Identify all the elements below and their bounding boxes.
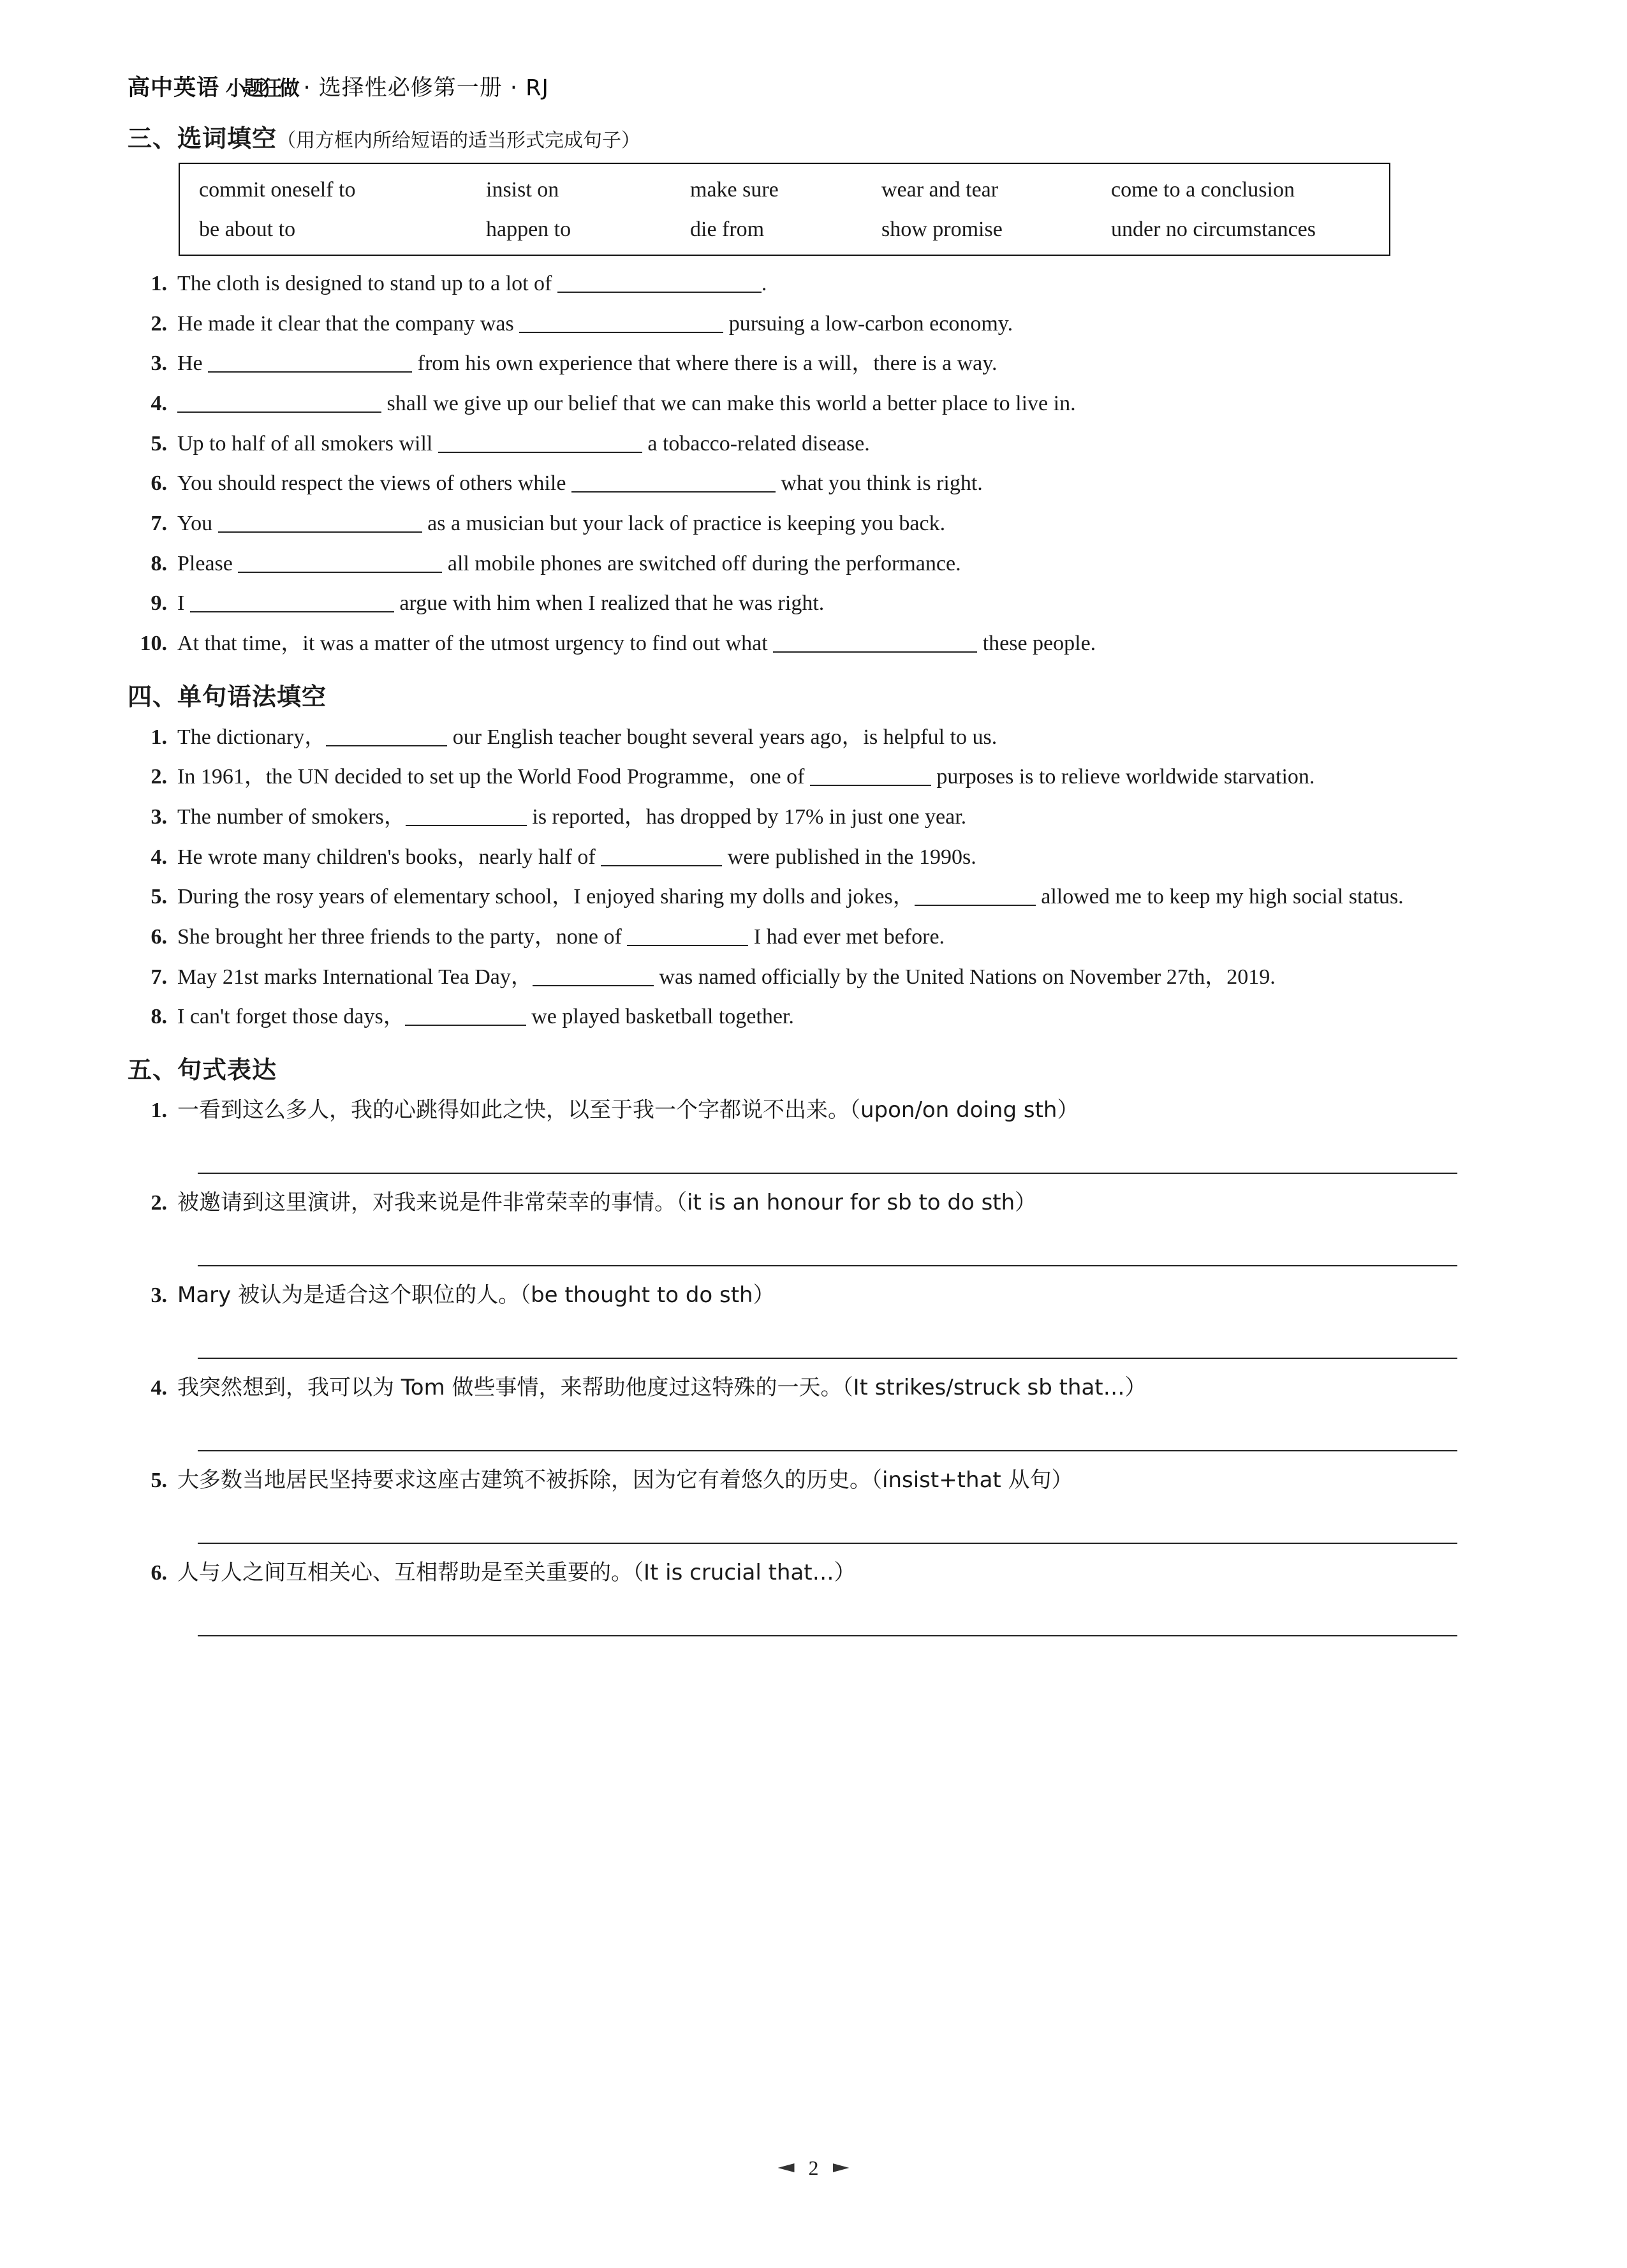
question-body: [177, 760, 1505, 794]
word-bank: [179, 163, 1390, 256]
section-five-heading: [128, 1050, 1505, 1085]
footer-right-marker-icon: [833, 2163, 850, 2172]
question-item: [128, 721, 1505, 754]
question-item: [128, 627, 1505, 660]
question-item: [128, 347, 1505, 380]
section-four-heading: [128, 677, 1505, 712]
question-number: 3.: [151, 805, 167, 829]
answer-blank[interactable]: [438, 433, 642, 453]
header-volume: · 选择性必修第一册 · RJ: [303, 75, 549, 101]
question-number: 7.: [151, 512, 167, 536]
section-five-title: 五、句式表达: [128, 1056, 277, 1085]
question-number: 2.: [151, 765, 167, 789]
question-text-pre: I can't forget those days，: [177, 1005, 405, 1029]
section-four-title: 四、单句语法填空: [128, 682, 327, 711]
question-number: 2.: [151, 1191, 167, 1215]
question-number: 1.: [151, 272, 167, 295]
answer-blank[interactable]: [190, 592, 394, 612]
question-text-post: shall we give up our belief that we can make this world a better place to live in.: [381, 392, 1076, 416]
question-text-post: purposes is to relieve worldwide starvation.: [931, 765, 1315, 789]
question-number: 5.: [151, 431, 167, 456]
header-logo: 小题狂做: [225, 76, 297, 100]
question-body: [177, 308, 1505, 341]
question-text-post: allowed me to keep my high social status.: [1035, 885, 1404, 909]
question-item: [128, 1000, 1505, 1034]
answer-blank[interactable]: [519, 313, 723, 333]
question-body: [177, 387, 1505, 420]
translation-prompt: 大多数当地居民坚持要求这座古建筑不被拆除，因为它有着悠久的历史。（insist+that 从句）: [177, 1467, 1073, 1493]
question-text-pre: In 1961，the UN decided to set up the World Food Programme，one of: [177, 765, 810, 789]
answer-write-line[interactable]: [198, 1599, 1457, 1636]
word-bank-item: under no circumstances: [1111, 218, 1316, 241]
question-number: 4.: [151, 392, 167, 416]
word-bank-item: show promise: [881, 218, 1003, 241]
answer-blank[interactable]: [571, 472, 776, 493]
translation-prompt: Mary 被认为是适合这个职位的人。（be thought to do sth）: [177, 1282, 775, 1308]
question-item: [128, 308, 1505, 341]
question-body: [177, 1000, 1505, 1034]
question-text-pre: You should respect the views of others while: [177, 471, 571, 496]
question-number: 6.: [151, 925, 167, 949]
question-item: [128, 841, 1505, 874]
answer-blank[interactable]: [406, 806, 527, 826]
translation-item: [128, 1187, 1505, 1222]
question-number: 1.: [151, 1099, 167, 1123]
question-text-post: is reported，has dropped by 17% in just one year.: [526, 805, 967, 829]
translation-prompt: 人与人之间互相关心、互相帮助是至关重要的。（It is crucial that…）: [177, 1560, 856, 1586]
question-text-post: as a musician but your lack of practice is keeping you back.: [422, 512, 946, 536]
answer-blank[interactable]: [773, 632, 977, 653]
question-text-pre: The dictionary，: [177, 725, 327, 749]
word-bank-item: die from: [690, 218, 765, 241]
question-text-pre: She brought her three friends to the party，none of: [177, 925, 628, 949]
answer-blank[interactable]: [208, 352, 412, 373]
word-bank-row: [199, 178, 1370, 202]
word-bank-item: insist on: [486, 178, 559, 202]
question-body: [177, 921, 1505, 954]
word-bank-item: make sure: [690, 178, 779, 202]
translation-item: [128, 1279, 1505, 1314]
question-text-pre: I: [177, 591, 190, 616]
question-number: 5.: [151, 1469, 167, 1493]
section-three-questions: [128, 267, 1505, 660]
question-text-post: was named officially by the United Nations on November 27th，2019.: [653, 965, 1276, 989]
question-body: [177, 880, 1505, 914]
answer-blank[interactable]: [601, 846, 722, 866]
question-text-post: .: [761, 272, 767, 295]
answer-blank[interactable]: [627, 926, 748, 946]
question-text-post: from his own experience that where there is a will，there is a way.: [412, 352, 998, 376]
question-text-post: our English teacher bought several years ago，is helpful to us.: [447, 725, 998, 749]
word-bank-item: commit oneself to: [199, 178, 356, 202]
question-item: [128, 547, 1505, 581]
question-body: [177, 587, 1505, 620]
question-body: [177, 841, 1505, 874]
question-body: [177, 547, 1505, 581]
question-item: [128, 760, 1505, 794]
question-text-pre: The number of smokers，: [177, 805, 406, 829]
question-number: 4.: [151, 845, 167, 869]
answer-write-line[interactable]: [198, 1229, 1457, 1266]
question-body: [177, 347, 1505, 380]
page-header: [128, 70, 1505, 102]
translation-prompt: 我突然想到，我可以为 Tom 做些事情，来帮助他度过这特殊的一天。（It strikes/struck sb that…）: [177, 1375, 1147, 1401]
question-text-pre: He: [177, 352, 209, 376]
answer-blank[interactable]: [915, 886, 1036, 906]
answer-blank[interactable]: [238, 552, 442, 573]
answer-write-line[interactable]: [198, 1137, 1457, 1174]
header-subject: 高中英语: [128, 75, 220, 101]
question-text-post: pursuing a low-carbon economy.: [723, 311, 1013, 336]
translation-item: [128, 1094, 1505, 1129]
question-item: [128, 587, 1505, 620]
answer-blank[interactable]: [405, 1005, 526, 1026]
question-text-pre: Please: [177, 551, 239, 575]
answer-write-line[interactable]: [198, 1507, 1457, 1544]
question-body: [177, 267, 1505, 300]
question-item: [128, 801, 1505, 834]
question-number: 6.: [151, 1561, 167, 1585]
question-body: [177, 627, 1505, 660]
page-footer: [0, 2156, 1627, 2180]
translation-prompt: 一看到这么多人，我的心跳得如此之快，以至于我一个字都说不出来。（upon/on doing sth）: [177, 1097, 1079, 1123]
section-four-questions: [128, 721, 1505, 1034]
page-number: 2: [808, 2156, 819, 2179]
question-text-pre: May 21st marks International Tea Day，: [177, 965, 533, 989]
question-text-post: a tobacco-related disease.: [642, 431, 870, 456]
question-body: [177, 801, 1505, 834]
question-item: [128, 961, 1505, 994]
question-number: 1.: [151, 725, 167, 749]
word-bank-item: come to a conclusion: [1111, 178, 1295, 202]
question-text-pre: The cloth is designed to stand up to a lot of: [177, 272, 557, 295]
question-number: 3.: [151, 352, 167, 376]
question-text-post: argue with him when I realized that he was right.: [394, 591, 825, 616]
question-number: 8.: [151, 1005, 167, 1029]
question-text-pre: At that time，it was a matter of the utmost urgency to find out what: [177, 632, 774, 656]
question-text-post: I had ever met before.: [748, 925, 945, 949]
question-item: [128, 427, 1505, 461]
answer-blank[interactable]: [218, 512, 422, 533]
question-body: [177, 961, 1505, 994]
question-body: [177, 427, 1505, 461]
question-number: 10.: [140, 632, 167, 656]
section-three-title: 三、选词填空: [128, 124, 277, 152]
answer-blank[interactable]: [177, 392, 381, 413]
question-number: 3.: [151, 1284, 167, 1308]
section-three-heading: [128, 119, 1505, 154]
question-text-pre: Up to half of all smokers will: [177, 431, 438, 456]
question-text-pre: He wrote many children's books，nearly half of: [177, 845, 601, 869]
question-text-pre: He made it clear that the company was: [177, 311, 520, 336]
question-text-pre: You: [177, 512, 218, 536]
word-bank-item: happen to: [486, 218, 571, 241]
answer-blank[interactable]: [533, 966, 654, 986]
translation-item: [128, 1372, 1505, 1407]
footer-left-marker-icon: [778, 2163, 795, 2172]
question-text-post: were published in the 1990s.: [722, 845, 976, 869]
question-number: 8.: [151, 551, 167, 575]
question-number: 6.: [151, 471, 167, 496]
question-item: [128, 507, 1505, 540]
translation-item: [128, 1464, 1505, 1499]
word-bank-item: wear and tear: [881, 178, 999, 202]
question-number: 5.: [151, 885, 167, 909]
translation-prompt: 被邀请到这里演讲，对我来说是件非常荣幸的事情。（it is an honour for sb to do sth）: [177, 1190, 1037, 1216]
section-five-questions: [128, 1094, 1505, 1636]
question-body: [177, 507, 1505, 540]
question-text-post: we played basketball together.: [526, 1005, 794, 1029]
question-item: [128, 267, 1505, 300]
answer-write-line[interactable]: [198, 1414, 1457, 1451]
question-number: 9.: [151, 591, 167, 616]
question-item: [128, 921, 1505, 954]
question-body: [177, 721, 1505, 754]
question-text-post: these people.: [977, 632, 1096, 656]
section-three-note: （用方框内所给短语的适当形式完成句子）: [277, 130, 641, 152]
answer-blank[interactable]: [326, 726, 447, 746]
question-text-pre: During the rosy years of elementary school，I enjoyed sharing my dolls and jokes，: [177, 885, 915, 909]
question-number: 7.: [151, 965, 167, 989]
question-number: 2.: [151, 311, 167, 336]
word-bank-item: be about to: [199, 218, 296, 241]
translation-item: [128, 1557, 1505, 1592]
answer-blank[interactable]: [557, 272, 762, 293]
word-bank-row: [199, 218, 1370, 242]
question-item: [128, 387, 1505, 420]
answer-blank[interactable]: [810, 766, 931, 786]
question-text-post: what you think is right.: [775, 471, 983, 496]
question-number: 4.: [151, 1376, 167, 1400]
question-body: [177, 467, 1505, 500]
question-item: [128, 880, 1505, 914]
question-text-post: all mobile phones are switched off during the performance.: [442, 551, 961, 575]
question-item: [128, 467, 1505, 500]
answer-write-line[interactable]: [198, 1322, 1457, 1359]
